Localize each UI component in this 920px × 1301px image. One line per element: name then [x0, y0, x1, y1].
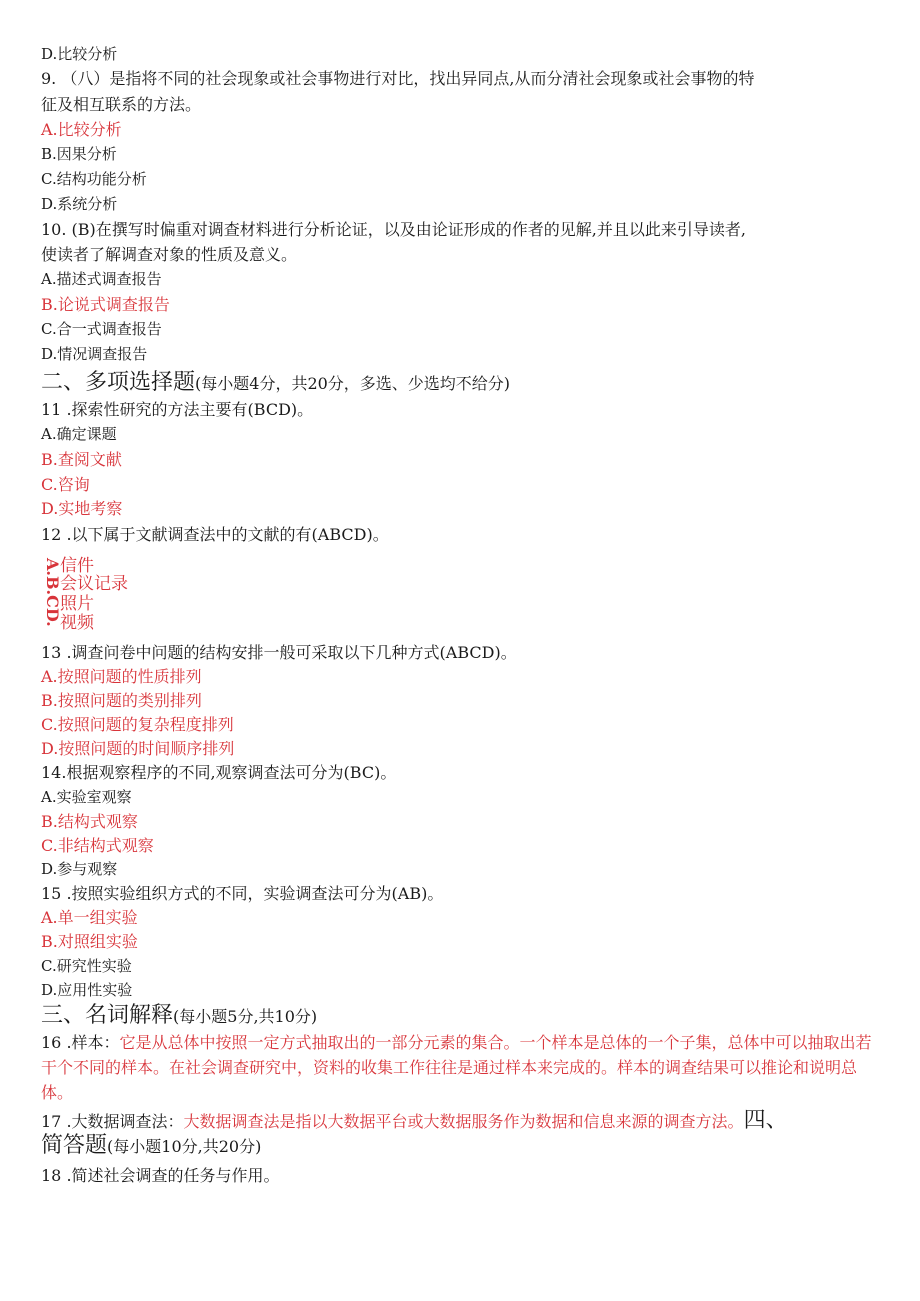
option-d-comparison: D.比较分析 [41, 45, 118, 63]
q12-option-letters: A.B.CD. [43, 558, 62, 627]
q13-option-c-answer: C.按照问题的复杂程度排列 [41, 715, 234, 734]
q12-option-meeting-record: 会议记录 [60, 574, 128, 594]
section-2-heading [41, 372, 510, 394]
q9-option-c: C.结构功能分析 [41, 170, 147, 188]
section-3-heading [41, 1005, 317, 1027]
q15-option-a-answer: A.单一组实验 [41, 908, 138, 927]
question-10-cont: 使读者了解调查对象的性质及意义。 [41, 245, 298, 264]
q10-option-c: C.合一式调查报告 [41, 320, 162, 338]
q17-label: 17 .大数据调查法： [41, 1112, 184, 1131]
question-9-cont: 征及相互联系的方法。 [41, 95, 202, 114]
section-4-heading [41, 1135, 261, 1157]
section-4-title-start: 四、 [743, 1108, 788, 1133]
q13-option-b-answer: B.按照问题的类别排列 [41, 691, 202, 710]
section-3-title: 三、名词解释 [41, 1003, 174, 1028]
q10-option-b-answer: B.论说式调查报告 [41, 295, 170, 314]
question-18: 18 .简述社会调查的任务与作用。 [41, 1166, 280, 1185]
section-3-note: (每小题5分,共10分) [173, 1007, 318, 1026]
q15-option-d: D.应用性实验 [41, 981, 133, 999]
q14-option-c-answer: C.非结构式观察 [41, 836, 154, 855]
question-10: 10. (B)在撰写时偏重对调查材料进行分析论证，以及由论证形成的作者的见解,并且以此来引导读者, [41, 220, 746, 239]
question-17 [41, 1110, 788, 1132]
q9-option-d: D.系统分析 [41, 195, 118, 213]
q11-option-b-answer: B.查阅文献 [41, 450, 122, 469]
q10-option-d: D.情况调查报告 [41, 345, 148, 363]
q16-label: 16 .样本： [41, 1033, 120, 1052]
section-2-title: 二、多项选择题 [41, 370, 196, 395]
q11-option-c-answer: C.咨询 [41, 475, 90, 494]
q15-option-b-answer: B.对照组实验 [41, 932, 138, 951]
q15-option-c: C.研究性实验 [41, 957, 132, 975]
q12-option-video: 视频 [60, 613, 94, 633]
question-13: 13 .调查问卷中问题的结构安排一般可采取以下几种方式(ABCD)。 [41, 643, 517, 662]
q17-answer: 大数据调查法是指以大数据平台或大数据服务作为数据和信息来源的调查方法。 [183, 1112, 744, 1131]
q13-option-d-answer: D.按照问题的时间顺序排列 [41, 739, 235, 758]
question-9: 9. （八）是指将不同的社会现象或社会事物进行对比，找出异同点,从而分清社会现象或社会事物的特 [41, 69, 755, 88]
question-11: 11 .探索性研究的方法主要有(BCD)。 [41, 400, 314, 419]
question-14: 14.根据观察程序的不同,观察调查法可分为(BC)。 [41, 763, 397, 782]
q14-option-d: D.参与观察 [41, 860, 118, 878]
section-4-note: (每小题10分,共20分) [107, 1137, 262, 1156]
section-4-title: 简答题 [41, 1133, 108, 1158]
q16-answer: 它是从总体中按照一定方式抽取出的一部分元素的集合。一个样本是总体的一个子集，总体中可以抽取出若干个不同的样本。在社会调查研究中，资料的收集工作往往是通过样本来完成的。样本的调查结果可以推论和说明总体。 [41, 1033, 872, 1102]
section-2-note: (每小题4分，共20分，多选、少选均不给分) [195, 374, 511, 393]
q9-option-b: B.因果分析 [41, 145, 117, 163]
q13-option-a-answer: A.按照问题的性质排列 [41, 667, 202, 686]
question-12: 12 .以下属于文献调查法中的文献的有(ABCD)。 [41, 525, 389, 544]
question-16 [41, 1030, 881, 1105]
q10-option-a: A.描述式调查报告 [41, 270, 162, 288]
q11-option-d-answer: D.实地考察 [41, 499, 123, 518]
q14-option-b-answer: B.结构式观察 [41, 812, 138, 831]
q12-options-block [41, 558, 241, 634]
q14-option-a: A.实验室观察 [41, 788, 132, 806]
q9-option-a-answer: A.比较分析 [41, 120, 122, 139]
q11-option-a: A.确定课题 [41, 425, 117, 443]
q12-option-letter: 信件 [60, 556, 94, 576]
question-15: 15 .按照实验组织方式的不同，实验调查法可分为(AB)。 [41, 884, 444, 903]
q12-option-photo: 照片 [60, 594, 94, 614]
